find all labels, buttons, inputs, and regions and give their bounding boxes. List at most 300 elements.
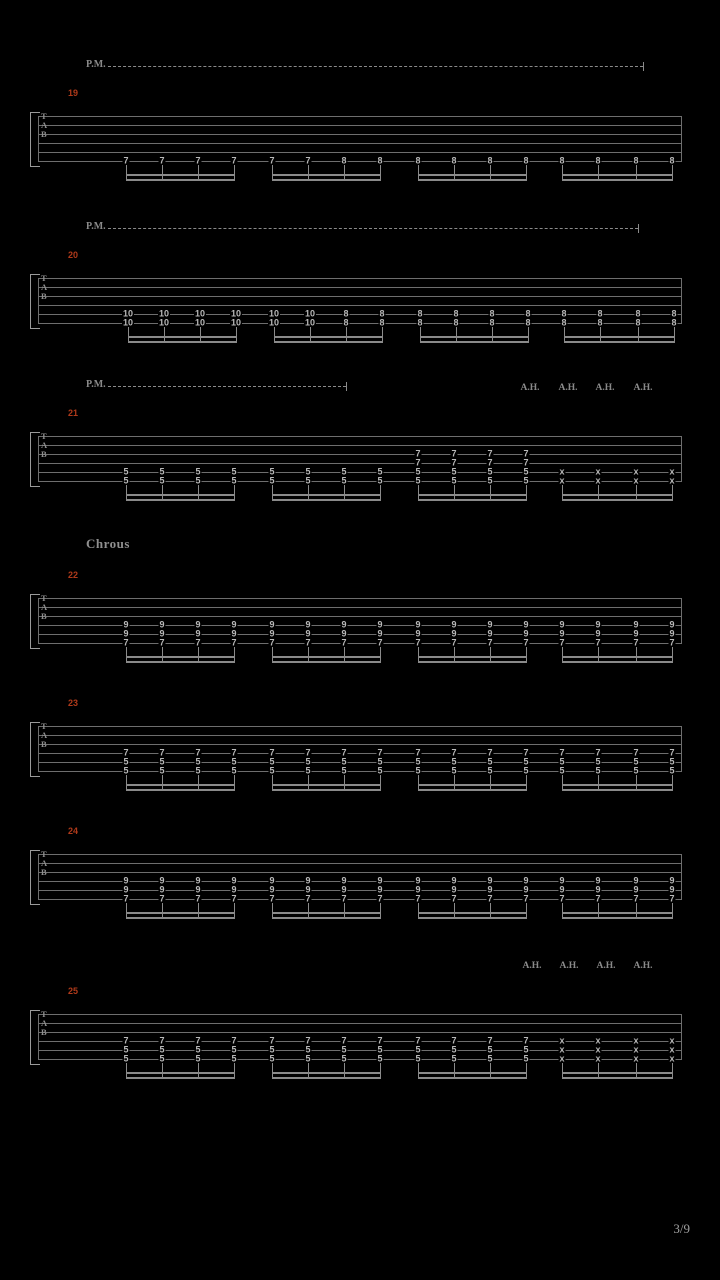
barline [38, 598, 39, 643]
fret-number: 5 [377, 1053, 383, 1064]
fret-number: x [633, 1044, 639, 1055]
tab-clef-letter: A [41, 282, 48, 292]
fret-number: 9 [305, 875, 311, 886]
fret-number: 10 [194, 317, 206, 328]
barline [38, 278, 39, 323]
fret-number: 10 [158, 317, 170, 328]
fret-number: 7 [633, 893, 639, 904]
fret-number: x [595, 1044, 601, 1055]
fret-number: 7 [487, 448, 493, 459]
fret-number: 9 [377, 628, 383, 639]
fret-number: 7 [269, 893, 275, 904]
fret-number: 9 [451, 628, 457, 639]
note-beam [562, 1077, 673, 1079]
fret-number: 9 [341, 619, 347, 630]
fret-number: 9 [669, 875, 675, 886]
fret-number: 8 [523, 155, 529, 166]
tab-clef-letters [41, 432, 47, 459]
fret-number: 7 [451, 637, 457, 648]
fret-number: x [595, 466, 601, 477]
fret-number: 9 [669, 884, 675, 895]
fret-number: 8 [489, 308, 495, 319]
tab-string-line [38, 454, 682, 455]
fret-number: 7 [415, 637, 421, 648]
fret-number: 7 [451, 448, 457, 459]
note-beam [272, 499, 381, 501]
fret-number: 8 [453, 317, 459, 328]
note-beam [126, 494, 235, 496]
fret-number: 9 [231, 875, 237, 886]
fret-number: 7 [269, 1035, 275, 1046]
artificial-harmonic-label: A.H. [559, 961, 579, 971]
fret-number: x [595, 1035, 601, 1046]
fret-number: 5 [195, 1053, 201, 1064]
note-beam [418, 179, 527, 181]
note-beam [562, 494, 673, 496]
tab-string-line [38, 598, 682, 599]
fret-number: 9 [595, 875, 601, 886]
page-number: 3/9 [673, 1221, 690, 1236]
tab-string-line [38, 323, 682, 324]
note-beam [272, 179, 381, 181]
tab-string-line [38, 616, 682, 617]
fret-number: 5 [595, 756, 601, 767]
fret-number: 9 [523, 619, 529, 630]
fret-number: 8 [633, 155, 639, 166]
fret-number: 5 [451, 475, 457, 486]
fret-number: 7 [305, 747, 311, 758]
fret-number: 7 [377, 637, 383, 648]
fret-number: 7 [487, 893, 493, 904]
fret-number: 8 [379, 317, 385, 328]
tab-string-line [38, 625, 682, 626]
tab-clef-letter: T [41, 273, 47, 283]
barline [681, 436, 682, 481]
palm-mute-label: P.M. [86, 221, 106, 232]
fret-number: 9 [523, 875, 529, 886]
fret-number: 7 [195, 893, 201, 904]
tab-clef-letters [41, 850, 47, 877]
fret-number: 9 [341, 884, 347, 895]
fret-number: 5 [523, 1053, 529, 1064]
tab-clef-letters [41, 1010, 47, 1037]
note-beam [126, 499, 235, 501]
tab-string-line [38, 296, 682, 297]
fret-number: 5 [487, 1044, 493, 1055]
barline [681, 1014, 682, 1059]
tab-clef-letter: T [41, 1009, 47, 1019]
fret-number: 5 [595, 765, 601, 776]
note-beam [272, 494, 381, 496]
note-beam [274, 336, 383, 338]
barline [681, 854, 682, 899]
fret-number: 7 [415, 893, 421, 904]
fret-number: 5 [269, 765, 275, 776]
fret-number: 9 [195, 884, 201, 895]
fret-number: 7 [231, 893, 237, 904]
tab-string-line [38, 726, 682, 727]
fret-number: 7 [231, 155, 237, 166]
tab-clef-letter: A [41, 858, 48, 868]
tab-string-line [38, 481, 682, 482]
measure-number: 24 [68, 826, 79, 836]
tab-clef-letter: A [41, 730, 48, 740]
fret-number: 9 [305, 628, 311, 639]
tab-string-line [38, 116, 682, 117]
fret-number: 7 [523, 637, 529, 648]
fret-number: 5 [305, 756, 311, 767]
palm-mute-dashed-line [108, 228, 638, 229]
tab-clef-letter: A [41, 1018, 48, 1028]
fret-number: 7 [195, 637, 201, 648]
tab-staff [38, 1014, 682, 1059]
fret-number: 9 [269, 619, 275, 630]
fret-number: 5 [487, 1053, 493, 1064]
tab-string-line [38, 890, 682, 891]
tab-staff [38, 726, 682, 771]
tab-clef-letter: T [41, 721, 47, 731]
note-beam [272, 656, 381, 658]
fret-number: 7 [523, 1035, 529, 1046]
fret-number: 9 [159, 875, 165, 886]
tab-staff [38, 598, 682, 643]
fret-number: 7 [305, 637, 311, 648]
palm-mute-label: P.M. [86, 59, 106, 70]
measure-number: 23 [68, 698, 79, 708]
fret-number: 5 [341, 1053, 347, 1064]
note-beam [564, 336, 675, 338]
tab-clef-letter: B [41, 129, 47, 139]
fret-number: 9 [159, 619, 165, 630]
fret-number: 7 [415, 457, 421, 468]
fret-number: 5 [305, 466, 311, 477]
fret-number: 5 [159, 466, 165, 477]
fret-number: 9 [595, 884, 601, 895]
fret-number: x [559, 1053, 565, 1064]
tab-staff [38, 436, 682, 481]
note-beam [272, 174, 381, 176]
fret-number: 9 [559, 628, 565, 639]
fret-number: 9 [269, 884, 275, 895]
note-beam [126, 179, 235, 181]
palm-mute-dashed-line [108, 66, 643, 67]
fret-number: 9 [415, 884, 421, 895]
fret-number: x [669, 466, 675, 477]
note-beam [420, 336, 529, 338]
fret-number: 10 [230, 317, 242, 328]
fret-number: 10 [122, 317, 134, 328]
fret-number: 5 [269, 1053, 275, 1064]
fret-number: 7 [159, 893, 165, 904]
fret-number: 8 [561, 308, 567, 319]
tab-string-line [38, 872, 682, 873]
fret-number: 7 [231, 1035, 237, 1046]
fret-number: 9 [231, 884, 237, 895]
fret-number: 9 [523, 628, 529, 639]
palm-mute-label: P.M. [86, 379, 106, 390]
tab-string-line [38, 125, 682, 126]
fret-number: 5 [269, 475, 275, 486]
tab-string-line [38, 1050, 682, 1051]
fret-number: 8 [417, 317, 423, 328]
fret-number: 5 [231, 756, 237, 767]
fret-number: 9 [123, 875, 129, 886]
fret-number: 8 [635, 317, 641, 328]
fret-number: 8 [417, 308, 423, 319]
fret-number: 5 [415, 466, 421, 477]
tab-clef-letter: B [41, 1027, 47, 1037]
note-beam [126, 789, 235, 791]
fret-number: 9 [195, 875, 201, 886]
tab-clef-letter: B [41, 739, 47, 749]
fret-number: 7 [341, 1035, 347, 1046]
note-beam [562, 179, 673, 181]
fret-number: 7 [231, 637, 237, 648]
fret-number: 9 [487, 619, 493, 630]
fret-number: 5 [269, 466, 275, 477]
fret-number: 7 [487, 637, 493, 648]
fret-number: 5 [487, 765, 493, 776]
tab-string-line [38, 762, 682, 763]
artificial-harmonic-label: A.H. [520, 383, 540, 393]
fret-number: 9 [669, 619, 675, 630]
tab-clef-letters [41, 112, 47, 139]
note-beam [418, 174, 527, 176]
note-beam [562, 1072, 673, 1074]
fret-number: 5 [341, 1044, 347, 1055]
fret-number: 9 [377, 884, 383, 895]
fret-number: 5 [341, 466, 347, 477]
fret-number: 5 [231, 475, 237, 486]
fret-number: 5 [305, 765, 311, 776]
fret-number: 7 [159, 155, 165, 166]
fret-number: 5 [159, 765, 165, 776]
note-beam [274, 341, 383, 343]
fret-number: 5 [633, 756, 639, 767]
tab-string-line [38, 1032, 682, 1033]
tab-string-line [38, 881, 682, 882]
tab-clef-letter: T [41, 111, 47, 121]
artificial-harmonic-label: A.H. [633, 383, 653, 393]
tab-string-line [38, 643, 682, 644]
fret-number: 8 [489, 317, 495, 328]
tab-string-line [38, 735, 682, 736]
fret-number: 9 [305, 619, 311, 630]
fret-number: 9 [451, 619, 457, 630]
measure-number: 20 [68, 250, 79, 260]
fret-number: 7 [633, 747, 639, 758]
fret-number: 7 [523, 747, 529, 758]
fret-number: 7 [487, 747, 493, 758]
palm-mute-dashed-line [108, 386, 346, 387]
tab-clef-letter: B [41, 291, 47, 301]
note-beam [272, 789, 381, 791]
note-beam [562, 174, 673, 176]
fret-number: 7 [451, 747, 457, 758]
note-beam [126, 656, 235, 658]
barline [38, 1014, 39, 1059]
tab-string-line [38, 899, 682, 900]
fret-number: 9 [377, 619, 383, 630]
fret-number: 9 [559, 875, 565, 886]
fret-number: 9 [415, 875, 421, 886]
barline [681, 726, 682, 771]
fret-number: x [559, 1044, 565, 1055]
fret-number: 5 [559, 765, 565, 776]
fret-number: 7 [377, 747, 383, 758]
fret-number: 9 [451, 884, 457, 895]
fret-number: 9 [487, 884, 493, 895]
fret-number: 8 [487, 155, 493, 166]
fret-number: 5 [523, 466, 529, 477]
palm-mute-end-tick [638, 224, 639, 233]
fret-number: 7 [231, 747, 237, 758]
fret-number: 5 [415, 475, 421, 486]
fret-number: 7 [669, 637, 675, 648]
fret-number: 8 [453, 308, 459, 319]
fret-number: 8 [671, 308, 677, 319]
fret-number: 5 [451, 1053, 457, 1064]
note-beam [418, 656, 527, 658]
tab-string-line [38, 1023, 682, 1024]
fret-number: 5 [123, 1044, 129, 1055]
fret-number: x [669, 1035, 675, 1046]
tab-string-line [38, 143, 682, 144]
fret-number: 5 [159, 1053, 165, 1064]
fret-number: 7 [595, 637, 601, 648]
fret-number: 9 [269, 875, 275, 886]
fret-number: 8 [669, 155, 675, 166]
fret-number: 7 [341, 893, 347, 904]
tab-string-line [38, 314, 682, 315]
fret-number: 7 [451, 1035, 457, 1046]
fret-number: 5 [559, 756, 565, 767]
artificial-harmonic-label: A.H. [633, 961, 653, 971]
tab-clef-letter: A [41, 120, 48, 130]
fret-number: 5 [377, 756, 383, 767]
fret-number: 9 [159, 628, 165, 639]
fret-number: 8 [343, 308, 349, 319]
fret-number: 7 [523, 457, 529, 468]
fret-number: 7 [195, 747, 201, 758]
fret-number: 7 [305, 1035, 311, 1046]
fret-number: 7 [487, 457, 493, 468]
barline [681, 116, 682, 161]
fret-number: 7 [269, 637, 275, 648]
note-beam [418, 912, 527, 914]
fret-number: 5 [159, 475, 165, 486]
fret-number: 9 [341, 875, 347, 886]
note-beam [126, 912, 235, 914]
tab-clef-letter: T [41, 431, 47, 441]
fret-number: 5 [305, 475, 311, 486]
fret-number: 8 [343, 317, 349, 328]
tab-string-line [38, 1041, 682, 1042]
fret-number: 5 [195, 475, 201, 486]
fret-number: 5 [415, 765, 421, 776]
fret-number: 7 [123, 637, 129, 648]
fret-number: 8 [415, 155, 421, 166]
barline [681, 278, 682, 323]
tab-string-line [38, 1014, 682, 1015]
note-beam [562, 499, 673, 501]
fret-number: 8 [559, 155, 565, 166]
fret-number: 8 [635, 308, 641, 319]
fret-number: 9 [487, 875, 493, 886]
fret-number: 5 [159, 756, 165, 767]
fret-number: 5 [669, 765, 675, 776]
fret-number: 7 [123, 747, 129, 758]
note-beam [418, 789, 527, 791]
fret-number: 7 [341, 637, 347, 648]
fret-number: 9 [633, 875, 639, 886]
tab-staff [38, 116, 682, 161]
fret-number: 5 [231, 466, 237, 477]
fret-number: 5 [415, 1044, 421, 1055]
fret-number: 9 [595, 628, 601, 639]
fret-number: 7 [195, 155, 201, 166]
fret-number: 7 [415, 1035, 421, 1046]
tab-string-line [38, 753, 682, 754]
note-beam [272, 912, 381, 914]
fret-number: 9 [669, 628, 675, 639]
note-beam [564, 341, 675, 343]
tab-string-line [38, 1059, 682, 1060]
barline [38, 116, 39, 161]
note-beam [126, 917, 235, 919]
fret-number: 5 [231, 765, 237, 776]
barline [38, 854, 39, 899]
artificial-harmonic-label: A.H. [558, 383, 578, 393]
fret-number: 9 [231, 619, 237, 630]
fret-number: 8 [525, 317, 531, 328]
fret-number: 7 [451, 457, 457, 468]
tab-string-line [38, 863, 682, 864]
fret-number: x [633, 466, 639, 477]
fret-number: 9 [123, 884, 129, 895]
note-beam [126, 661, 235, 663]
fret-number: 5 [523, 1044, 529, 1055]
fret-number: 5 [523, 765, 529, 776]
fret-number: 5 [195, 756, 201, 767]
fret-number: 7 [269, 155, 275, 166]
note-beam [418, 1077, 527, 1079]
fret-number: x [595, 1053, 601, 1064]
tab-string-line [38, 152, 682, 153]
note-beam [562, 784, 673, 786]
fret-number: 9 [269, 628, 275, 639]
fret-number: 7 [595, 747, 601, 758]
fret-number: 7 [123, 1035, 129, 1046]
fret-number: 7 [633, 637, 639, 648]
fret-number: x [595, 475, 601, 486]
fret-number: x [633, 1053, 639, 1064]
fret-number: 7 [123, 893, 129, 904]
fret-number: 5 [123, 756, 129, 767]
note-beam [272, 917, 381, 919]
fret-number: 7 [669, 893, 675, 904]
note-beam [272, 784, 381, 786]
note-beam [418, 784, 527, 786]
tab-clef-letter: A [41, 602, 48, 612]
fret-number: 5 [633, 765, 639, 776]
fret-number: 7 [415, 448, 421, 459]
note-beam [126, 1072, 235, 1074]
fret-number: 10 [304, 308, 316, 319]
fret-number: 9 [341, 628, 347, 639]
tab-string-line [38, 287, 682, 288]
fret-number: 7 [305, 893, 311, 904]
